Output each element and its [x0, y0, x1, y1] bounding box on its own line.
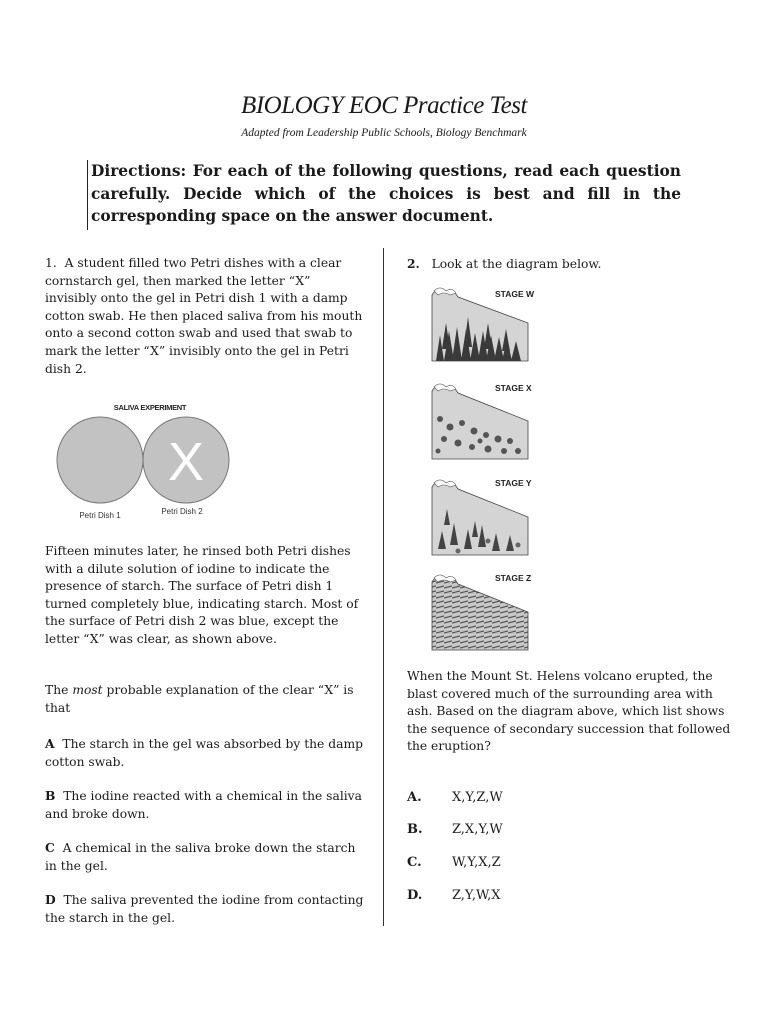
question-2-choice-c[interactable]	[407, 855, 501, 870]
question-1-option-a[interactable]	[45, 735, 365, 771]
question-1-number: 1.	[45, 256, 57, 270]
stage-z-label: STAGE Z	[495, 573, 532, 583]
stem-text-pre: The	[45, 683, 73, 697]
choice-letter: A.	[407, 790, 422, 805]
stem-emphasis: most	[72, 683, 103, 697]
question-2-stem: When the Mount St. Helens volcano erupted, the blast covered much of the surrounding area with ash. Based on the diagram above, which list shows the sequence of secondary succession that followed the eruption?	[407, 669, 731, 754]
option-letter: B	[45, 788, 56, 803]
question-2-prompt: Look at the diagram below.	[431, 257, 602, 271]
option-text: The starch in the gel was absorbed by the damp cotton swab.	[45, 737, 363, 769]
question-1-option-d[interactable]	[45, 891, 365, 927]
question-1-intro-text: A student filled two Petri dishes with a clear cornstarch gel, then marked the letter “X” invisibly onto the gel in Petri dish 1 with a damp cotton swab. He then placed saliva from his mouth onto a second cotton swab and used that swab to mark the letter “X” invisibly onto the gel in Petri dish 2.	[45, 256, 363, 376]
question-2-choice-a[interactable]	[407, 790, 503, 805]
question-1-option-b[interactable]	[45, 787, 365, 823]
choice-letter: C.	[407, 855, 422, 870]
question-2-choice-d[interactable]	[407, 888, 500, 903]
choice-text: X,Y,Z,W	[452, 790, 503, 805]
petri-dish-2-x-mark: X	[167, 432, 205, 492]
page-subtitle: Adapted from Leadership Public Schools, Biology Benchmark	[241, 127, 527, 139]
question-2-header	[407, 255, 727, 274]
petri-dish-1	[57, 417, 143, 503]
question-1-stem	[45, 682, 365, 717]
succession-diagram	[428, 283, 548, 655]
stage-w-panel	[432, 288, 535, 361]
option-letter: D	[45, 892, 56, 907]
question-2-choice-b[interactable]	[407, 822, 503, 837]
option-text: The saliva prevented the iodine from contacting the starch in the gel.	[45, 893, 364, 925]
stage-w-label: STAGE W	[495, 289, 535, 299]
question-1-intro	[45, 255, 365, 378]
choice-text: Z,Y,W,X	[452, 888, 501, 903]
option-text: A chemical in the saliva broke down the starch in the gel.	[45, 841, 356, 873]
option-letter: A	[45, 736, 55, 751]
stage-y-panel	[432, 478, 532, 555]
stage-y-label: STAGE Y	[495, 478, 532, 488]
stem-text-post: probable explanation of the clear “X” is that	[45, 683, 354, 715]
choice-text: W,Y,X,Z	[452, 855, 501, 870]
option-letter: C	[45, 840, 55, 855]
choice-letter: D.	[407, 888, 423, 903]
petri-dish-1-label: Petri Dish 1	[79, 511, 121, 520]
question-1-option-c[interactable]	[45, 839, 365, 875]
stage-x-panel	[432, 383, 532, 459]
option-text: The iodine reacted with a chemical in the saliva and broke down.	[45, 789, 362, 821]
stage-x-label: STAGE X	[495, 383, 532, 393]
column-divider	[383, 248, 384, 926]
question-1-result: Fifteen minutes later, he rinsed both Petri dishes with a dilute solution of iodine to indicate the presence of starch. The surface of Petri dish 1 turned completely blue, indicating starch. Most of the surface of Petri dish 2 was blue, except the letter “X” was clear, as shown above.	[45, 544, 359, 646]
question-2-number: 2.	[407, 256, 420, 271]
choice-text: Z,X,Y,W	[452, 822, 503, 837]
directions-box: Directions: For each of the following questions, read each question carefully. Decide which of the choices is best and fill in the corresponding space on the answer document.	[87, 160, 681, 230]
figure-title: SALIVA EXPERIMENT	[113, 403, 187, 412]
saliva-experiment-figure	[52, 398, 252, 523]
page-title: BIOLOGY EOC Practice Test	[241, 92, 527, 119]
stage-z-panel	[432, 573, 531, 650]
petri-dish-2-label: Petri Dish 2	[161, 507, 203, 516]
choice-letter: B.	[407, 822, 423, 837]
